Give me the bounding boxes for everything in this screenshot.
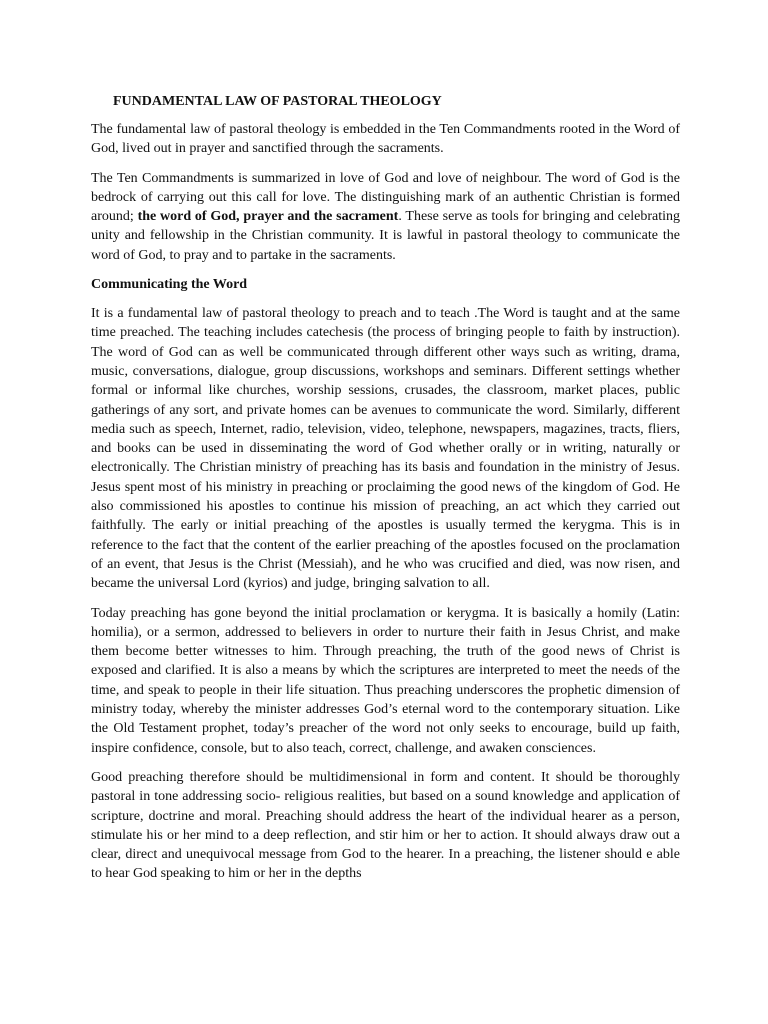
paragraph-text: . These serve as tools for bringing and celebrating unity and fellowship in the Christian community. It is lawful in pastoral theology to communicate the word of God, to pray and to partake in the sacraments. bbox=[91, 209, 680, 263]
bold-phrase: the word of God, prayer and the sacrament bbox=[137, 209, 399, 225]
paragraph-good-preaching: Good preaching therefore should be multidimensional in form and content. It should be thoroughly pastoral in tone addressing socio- religious realities, but based on a sound knowledge and application of scripture, doctrine and moral. Preaching should address the heart of the individual hearer as a person, stimulate his or her mind to a deep reflection, and stir him or her to action. It should always draw out a clear, direct and unequivocal message from God to the hearer. In a preaching, the listener should e able to hear God speaking to him or her in the depths bbox=[91, 769, 680, 882]
document-title: FUNDAMENTAL LAW OF PASTORAL THEOLOGY bbox=[113, 94, 442, 109]
paragraph-today-preaching: Today preaching has gone beyond the initial proclamation or kerygma. It is basically a homily (Latin: homilia), or a sermon, addressed to believers in order to nurture their faith in Jesus Christ, and make them become better witnesses to him. Through preaching, the truth of the good news of Christ is exposed and clarified. It is also a means by which the scriptures are interpreted to meet the needs of the time, and speak to people in their life situation. Thus preaching underscores the prophetic dimension of ministry today, whereby the minister addresses God’s eternal word to the contemporary situation. Like the Old Testament prophet, today’s preacher of the word not only seeks to encourage, build up faith, inspire confidence, console, but to also teach, correct, challenge, and awaken consciences. bbox=[91, 605, 680, 756]
paragraph-communicating: It is a fundamental law of pastoral theology to preach and to teach .The Word is taught and at the same time preached. The teaching includes catechesis (the process of bringing people to faith by instruction). The word of God can as well be communicated through different other ways such as writing, drama, music, conversations, dialogue, group discussions, workshops and seminars. Different settings whether formal or informal like churches, worship sessions, crusades, the classroom, market places, public gatherings of any sort, and private homes can be avenues to communicate the word. Similarly, different media such as speech, Internet, radio, television, video, telephone, newspapers, magazines, tracts, fliers, and books can be used in disseminating the word of God whether orally or in writing, naturally or electronically. The Christian ministry of preaching has its basis and foundation in the ministry of Jesus. Jesus spent most of his ministry in preaching or proclaiming the good news of the kingdom of God. He also commissioned his apostles to continue his mission of preaching, an act which they carried out faithfully. The early or initial preaching of the apostles is usually termed the kerygma. This is in reference to the fact that the content of the earlier preaching of the apostles focused on the proclamation of an event, that Jesus is the Christ (Messiah), and he who was crucified and died, was now risen, and became the universal Lord (kyrios) and judge, bringing salvation to all. bbox=[91, 306, 680, 592]
section-heading: Communicating the Word bbox=[91, 277, 248, 293]
paragraph-text: The Ten Commandments is summarized in love of God and love of neighbour. The word of God is the bedrock of carrying out this call for love. The distinguishing mark of an authentic Christian is formed around; bbox=[91, 170, 680, 225]
paragraph-intro: The fundamental law of pastoral theology is embedded in the Ten Commandments rooted in the Word of God, lived out in prayer and sanctified through the sacraments. bbox=[91, 122, 680, 157]
paragraph-ten-commandments bbox=[91, 169, 680, 265]
